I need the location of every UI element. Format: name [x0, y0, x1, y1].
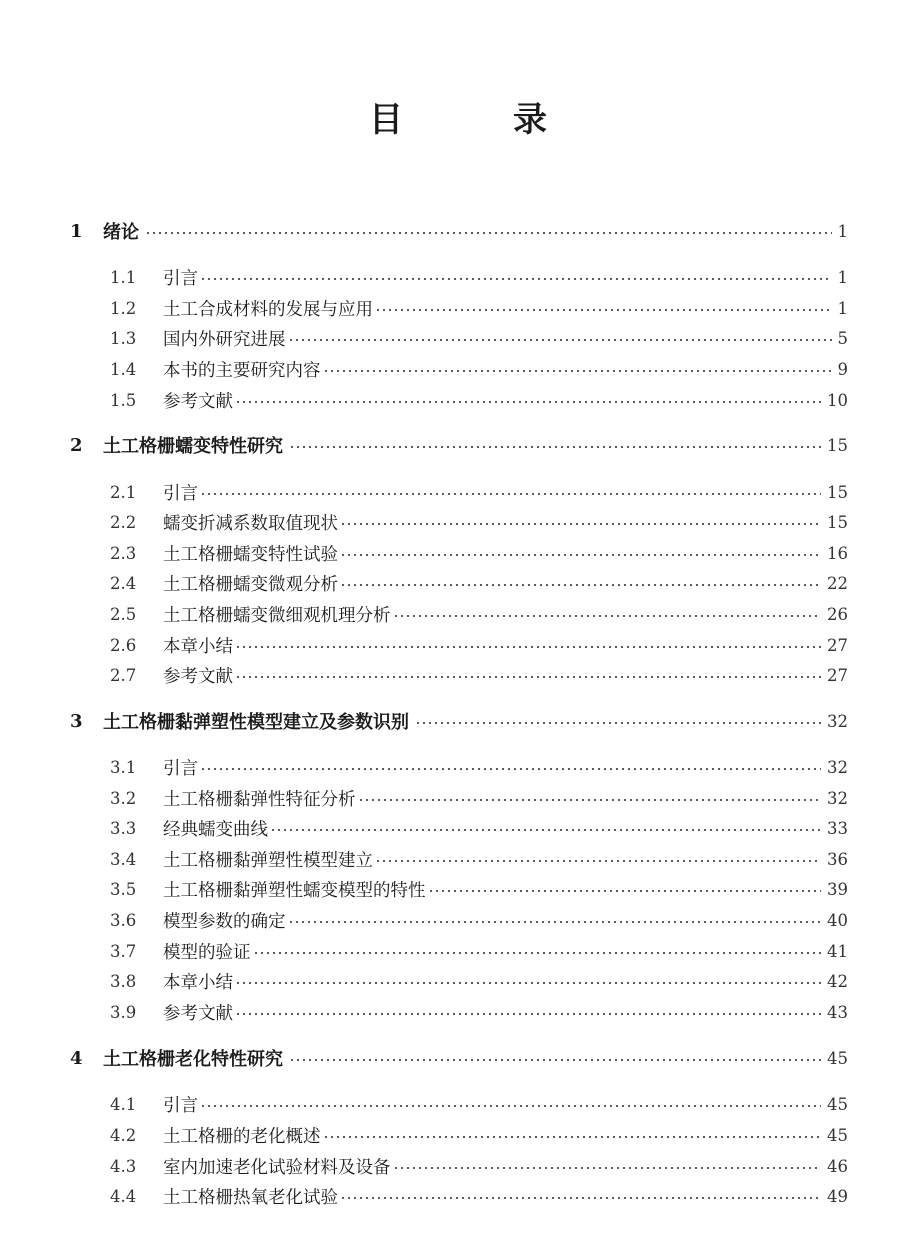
section-number: 3.4 [110, 849, 137, 869]
toc-section-3-7[interactable] [110, 938, 848, 964]
dot-leader [289, 1059, 821, 1061]
section-title: 土工格栅黏弹性特征分析 [163, 789, 356, 810]
page-number: 33 [827, 818, 848, 838]
section-number: 4.4 [110, 1186, 137, 1206]
section-title: 引言 [163, 483, 198, 504]
toc-section-2-4[interactable] [110, 570, 848, 596]
page-number: 32 [827, 711, 848, 731]
section-number: 2.2 [110, 512, 137, 532]
section-number: 2.6 [110, 635, 137, 655]
section-title: 引言 [163, 758, 198, 779]
chapter-number: 4 [70, 1047, 83, 1069]
dot-leader [428, 890, 822, 892]
dot-leader [200, 278, 832, 280]
section-title: 引言 [163, 1095, 198, 1116]
dot-leader [235, 676, 821, 678]
page-number: 43 [827, 1002, 848, 1022]
toc-section-4-2[interactable] [110, 1122, 848, 1148]
toc-section-4-3[interactable] [110, 1153, 848, 1179]
page-number: 22 [827, 573, 848, 593]
page-number: 46 [827, 1156, 848, 1176]
chapter-title: 土工格栅老化特性研究 [103, 1049, 283, 1070]
page-number: 45 [827, 1125, 848, 1145]
page-number: 45 [827, 1094, 848, 1114]
toc-section-4-4[interactable] [110, 1183, 848, 1209]
toc-section-1-3[interactable] [110, 325, 848, 351]
dot-leader [270, 829, 821, 831]
page-number: 15 [827, 482, 848, 502]
toc-section-2-5[interactable] [110, 601, 848, 627]
section-number: 2.5 [110, 604, 137, 624]
toc-section-1-4[interactable] [110, 356, 848, 382]
page-number: 49 [827, 1186, 848, 1206]
toc-section-2-7[interactable] [110, 662, 848, 688]
chapter-title: 土工格栅黏弹塑性模型建立及参数识别 [103, 712, 409, 733]
section-title: 土工格栅蠕变微观分析 [163, 574, 338, 595]
section-number: 3.6 [110, 910, 137, 930]
toc-section-4-1[interactable] [110, 1091, 848, 1117]
page-number: 5 [837, 328, 848, 348]
page-number: 27 [827, 635, 848, 655]
chapter-number: 2 [70, 434, 83, 456]
dot-leader [253, 952, 822, 954]
section-number: 3.8 [110, 971, 137, 991]
dot-leader [200, 768, 821, 770]
dot-leader [235, 982, 821, 984]
section-title: 参考文献 [163, 391, 233, 412]
toc-section-2-1[interactable] [110, 479, 848, 505]
section-title: 引言 [163, 268, 198, 289]
toc-section-1-5[interactable] [110, 387, 848, 413]
dot-leader [375, 309, 832, 311]
toc-chapter-4[interactable] [70, 1045, 848, 1071]
dot-leader [340, 523, 821, 525]
dot-leader [340, 584, 821, 586]
toc-section-3-2[interactable] [110, 785, 848, 811]
page-number: 1 [837, 221, 848, 241]
chapter-title: 土工格栅蠕变特性研究 [103, 436, 283, 457]
section-title: 国内外研究进展 [163, 329, 286, 350]
toc-section-3-1[interactable] [110, 754, 848, 780]
toc-section-3-8[interactable] [110, 968, 848, 994]
page-number: 27 [827, 665, 848, 685]
page-number: 10 [827, 390, 848, 410]
section-number: 1.4 [110, 359, 137, 379]
section-number: 2.7 [110, 665, 137, 685]
dot-leader [375, 860, 821, 862]
section-number: 2.1 [110, 482, 137, 502]
section-number: 4.3 [110, 1156, 137, 1176]
section-title: 土工格栅蠕变特性试验 [163, 544, 338, 565]
chapter-title: 绪论 [103, 222, 139, 243]
toc-chapter-1[interactable] [70, 218, 848, 244]
toc-chapter-2[interactable] [70, 432, 848, 458]
dot-leader [235, 401, 821, 403]
section-title: 模型的验证 [163, 942, 251, 963]
dot-leader [145, 232, 832, 234]
section-title: 蠕变折减系数取值现状 [163, 513, 338, 534]
dot-leader [200, 493, 821, 495]
section-number: 3.1 [110, 757, 137, 777]
dot-leader [235, 646, 821, 648]
section-number: 4.1 [110, 1094, 137, 1114]
dot-leader [288, 339, 832, 341]
chapter-number: 3 [70, 710, 83, 732]
dot-leader [415, 722, 821, 724]
page-title: 目 录 [369, 100, 585, 140]
dot-leader [288, 921, 822, 923]
section-title: 土工格栅黏弹塑性模型建立 [163, 850, 373, 871]
section-title: 土工格栅蠕变微细观机理分析 [163, 605, 391, 626]
section-title: 本书的主要研究内容 [163, 360, 321, 381]
section-title: 室内加速老化试验材料及设备 [163, 1157, 391, 1178]
toc-section-3-3[interactable] [110, 815, 848, 841]
section-number: 3.5 [110, 879, 137, 899]
section-title: 本章小结 [163, 636, 233, 657]
toc-section-3-6[interactable] [110, 907, 848, 933]
section-number: 1.5 [110, 390, 137, 410]
section-title: 土工格栅热氧老化试验 [163, 1187, 338, 1208]
section-title: 参考文献 [163, 666, 233, 687]
section-number: 3.9 [110, 1002, 137, 1022]
toc-section-1-2[interactable] [110, 295, 848, 321]
page-number: 36 [827, 849, 848, 869]
page-number: 26 [827, 604, 848, 624]
section-number: 2.3 [110, 543, 137, 563]
page-number: 16 [827, 543, 848, 563]
page-number: 1 [837, 267, 848, 287]
section-number: 3.3 [110, 818, 137, 838]
dot-leader [323, 1136, 822, 1138]
page-number: 15 [827, 435, 848, 455]
toc-section-3-9[interactable] [110, 999, 848, 1025]
toc-section-2-3[interactable] [110, 540, 848, 566]
section-number: 3.2 [110, 788, 137, 808]
dot-leader [393, 1167, 822, 1169]
dot-leader [358, 799, 822, 801]
section-number: 1.1 [110, 267, 137, 287]
section-title: 模型参数的确定 [163, 911, 286, 932]
dot-leader [340, 1197, 821, 1199]
section-title: 参考文献 [163, 1003, 233, 1024]
page-number: 45 [827, 1048, 848, 1068]
dot-leader [340, 554, 821, 556]
dot-leader [289, 446, 821, 448]
page-number: 40 [827, 910, 848, 930]
section-number: 1.3 [110, 328, 137, 348]
section-number: 3.7 [110, 941, 137, 961]
toc-section-3-5[interactable] [110, 876, 848, 902]
page-number: 32 [827, 788, 848, 808]
dot-leader [200, 1105, 821, 1107]
section-number: 2.4 [110, 573, 137, 593]
dot-leader [235, 1013, 821, 1015]
page-number: 1 [837, 298, 848, 318]
page-number: 9 [837, 359, 848, 379]
toc-section-1-1[interactable] [110, 264, 848, 290]
dot-leader [323, 370, 832, 372]
dot-leader [393, 615, 822, 617]
section-number: 1.2 [110, 298, 137, 318]
page-number: 42 [827, 971, 848, 991]
toc-section-3-4[interactable] [110, 846, 848, 872]
section-title: 土工格栅的老化概述 [163, 1126, 321, 1147]
page-number: 41 [827, 941, 848, 961]
section-title: 本章小结 [163, 972, 233, 993]
toc-section-2-6[interactable] [110, 632, 848, 658]
section-title: 土工合成材料的发展与应用 [163, 299, 373, 320]
toc-section-2-2[interactable] [110, 509, 848, 535]
page-number: 39 [827, 879, 848, 899]
section-title: 土工格栅黏弹塑性蠕变模型的特性 [163, 880, 426, 901]
section-title: 经典蠕变曲线 [163, 819, 268, 840]
page-number: 32 [827, 757, 848, 777]
section-number: 4.2 [110, 1125, 137, 1145]
toc-chapter-3[interactable] [70, 708, 848, 734]
chapter-number: 1 [70, 220, 83, 242]
page-number: 15 [827, 512, 848, 532]
